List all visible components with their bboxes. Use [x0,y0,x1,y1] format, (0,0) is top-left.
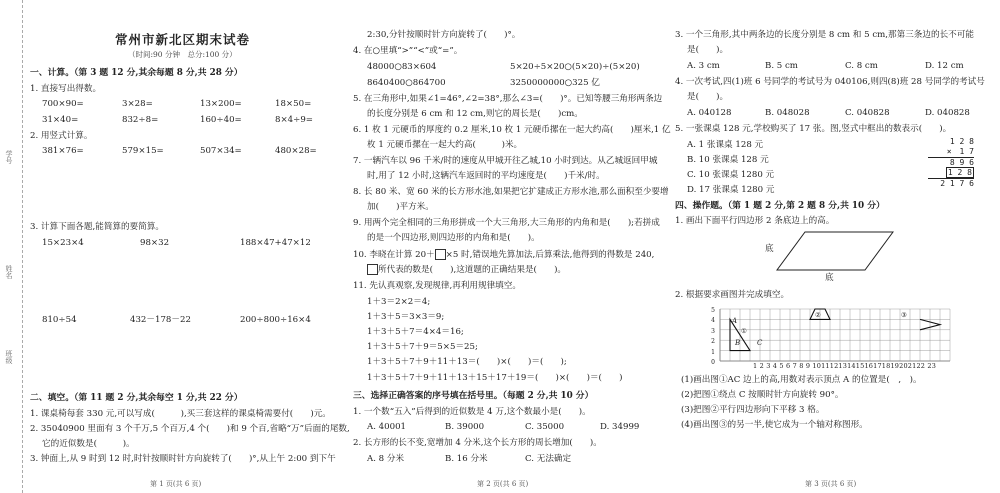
fill-text: ×5 时,错误地先算加法,后算乘法,他得到的得数是 240, [445,250,655,260]
compare-item: 8640400○864700 [367,78,446,88]
question-2: 2. 用竖式计算。 [30,131,93,141]
choice-option: D. 34999 [600,422,640,432]
pattern-line: 1＋3＋5＋7＋9＋11＋13＝( )×( )＝( ); [367,357,567,367]
grid-y-label: 5 [711,307,715,314]
figure-label: ② [815,311,821,319]
choice-text: 是( )。 [687,92,729,102]
choice-option: A. 8 分米 [367,454,405,464]
page-title: 常州市新北区期末试卷 [115,32,251,47]
choice-question-5: 5. 一张课桌 128 元,学校购买了 17 张。图,竖式中框出的数表示( )。 [675,124,952,134]
choice-option: D. 040828 [925,108,970,118]
choice-option: B. 5 cm [765,61,798,71]
question-1: 1. 直接写出得数。 [30,84,102,94]
choice-option: A. 3 cm [687,61,720,71]
choice-option: D. 12 cm [925,61,964,71]
compare-item: 48000○83×604 [367,62,437,72]
grid-y-label: 4 [711,317,715,325]
choice-option: B. 10 张课桌 128 元 [687,155,769,165]
compare-item: 3250000000○325 亿 [510,78,600,88]
fill-question-9: 9. 用两个完全相同的三角形拼成一个大三角形,大三角形的内角和是( );若拼成 [353,218,660,228]
name-label: 姓名 [5,265,13,279]
fill-question-7: 7. 一辆汽车以 96 千米/时的速度从甲城开往乙城,10 小时到达。从乙城返回甲城 [353,156,658,166]
choice-option: A. 40001 [367,422,407,432]
page-footer: 第 3 页(共 6 页) [805,480,857,488]
vert-line: 2 1 7 6 [940,179,974,188]
section-2-heading: 二、填空。（第 11 题 2 分,其余每空 1 分,共 22 分） [30,393,243,403]
grid-y-label: 2 [711,338,715,346]
pattern-line: 1＋3＋5＝3×3＝9; [367,312,445,322]
binding-strip [0,0,23,493]
blank-box [367,264,378,275]
base-label: 底 [765,244,774,254]
pattern-line: 1＋3＋5＋7＝4×4＝16; [367,327,464,337]
compare-item: 5×20÷5×20○(5×20)÷(5×20) [510,62,640,72]
figure-label: ③ [901,311,907,319]
grid-x-labels: 1 2 3 4 5 6 7 8 9 10111213141516171819202122 23 [753,362,937,370]
parallelogram-figure [775,228,905,288]
grid-task-1: (1)画出图①AC 边上的高,用数对表示顶点 A 的位置是( , )。 [681,375,922,385]
student-id-label: 学号 [5,150,13,164]
choice-option: B. 048028 [765,108,810,118]
vertical-calc-item: 507×34= [200,146,242,156]
question-3: 3. 计算下面各题,能简算的要简算。 [30,222,164,232]
vert-line: 1 2 8 [949,137,974,146]
section-3-heading: 三、选择正确答案的序号填在括号里。（每题 2 分,共 10 分） [353,391,594,401]
fill-question-2: 2. 35040900 里面有 3 个千万,5 个百万,4 个( )和 9 个百,省略“万”后面的尾数, [30,424,350,434]
choice-option: A. 1 张课桌 128 元 [687,140,764,150]
calc-item: 700×90= [42,99,84,109]
choice-question-4: 4. 一次考试,四(1)班 6 号同学的考试号为 040106,则四(8)班 28 号同学的考试号 [675,77,985,87]
page-1 [30,0,350,493]
fill-text: 所代表的数是( ),这道题的正确结果是( )。 [378,265,567,275]
choice-option: B. 39000 [445,422,485,432]
class-label: 班级 [5,350,13,364]
figure-label: ① [741,327,747,335]
vertex-label-c: C [757,339,763,347]
simplify-item: 200÷800÷16×4 [240,315,311,325]
operation-question-2: 2. 根据要求画图并完成填空。 [675,290,790,300]
vertical-calc-item: 381×76= [42,146,84,156]
vert-line [928,168,974,179]
vert-line: × 1 7 [928,147,974,158]
vertical-multiplication [928,137,974,189]
fill-text: 的是一个四边形,则四边形的内角和是( )。 [367,233,540,243]
boxed-number: 1 2 8 [947,168,972,177]
choice-option: C. 040828 [845,108,890,118]
choice-option: C. 10 张课桌 1280 元 [687,170,775,180]
grid-y-labels [707,306,715,368]
choice-option: A. 040128 [687,108,732,118]
operation-question-1: 1. 画出下面平行四边形 2 条底边上的高。 [675,216,835,226]
fill-text: 10. 李晓在计算 20＋ [353,250,435,260]
grid-task-4: (4)画出图③的另一半,使它成为一个轴对称图形。 [681,420,868,430]
pattern-line: 1＋3＝2×2＝4; [367,297,431,307]
grid-task-2: (2)把图①绕点 C 按顺时针方向旋转 90°。 [681,390,844,400]
calc-item: 160÷40= [200,115,242,125]
calc-item: 3×28= [122,99,153,109]
pattern-line: 1＋3＋5＋7＋9＋11＋13＋15＋17＋19＝( )×( )＝( ) [367,373,623,383]
base-label: 底 [825,273,834,283]
vertical-calc-item: 579×15= [122,146,164,156]
choice-question-3: 3. 一个三角形,其中两条边的长度分别是 8 cm 和 5 cm,那第三条边的长不可能 [675,30,974,40]
fill-question-3: 3. 钟面上,从 9 时到 12 时,时针按顺时针方向旋转了( )°,从上午 2:00 到下午 [30,454,336,464]
page-3 [675,0,993,493]
fill-text: 的长度分别是 6 cm 和 12 cm,则它的周长是( )cm。 [367,109,583,119]
calc-item: 13×200= [200,99,242,109]
fill-question-11: 11. 先认真观察,发现规律,再利用规律填空。 [353,281,521,291]
choice-option: C. 无法确定 [525,454,572,464]
choice-text: 是( )。 [687,45,729,55]
simplify-item: 15×23×4 [42,238,84,248]
fill-text: 枚 1 元硬币摞在一起大约高( )米。 [367,140,523,150]
section-4-heading: 四、操作题。（第 1 题 2 分,第 2 题 8 分,共 10 分） [675,201,885,211]
vertex-label-b: B [735,339,741,347]
page-subtitle: （时间:90 分钟 总分:100 分） [128,50,237,59]
page-2 [345,0,671,493]
simplify-item: 98×32 [140,238,170,248]
fill-text-line [367,264,566,276]
vertex-label-a: A [732,317,738,325]
calc-item: 18×50= [275,99,312,109]
calc-item: 8×4÷9= [275,115,314,125]
choice-option: C. 8 cm [845,61,878,71]
grid-y-label: 0 [711,359,715,367]
section-1-heading: 一、计算。（第 3 题 12 分,其余每题 8 分,共 28 分） [30,68,243,78]
fill-question-10 [353,249,654,261]
fill-text: 加( )平方米。 [367,202,434,212]
page-footer: 第 2 页(共 6 页) [477,480,529,488]
fill-question-5: 5. 在三角形中,如果∠1=46°,∠2=38°,那么∠3=( )°。已知等腰三角形两条边 [353,94,663,104]
simplify-item: 432－178－22 [130,315,191,325]
choice-question-2: 2. 长方形的长不变,宽增加 4 分米,这个长方形的周长增加( )。 [353,438,602,448]
simplify-item: 188×47+47×12 [240,238,311,248]
fill-text: 2:30,分针按顺时针方向旋转了( )°。 [367,30,521,40]
blank-box [435,249,446,260]
fill-question-8: 8. 长 80 米、宽 60 米的长方形水池,如果把它扩建成正方形水池,那么面积至少要增 [353,187,669,197]
choice-option: B. 16 分米 [445,454,488,464]
coordinate-grid [719,308,951,364]
fill-question-2-cont: 它的近似数是( )。 [42,439,135,449]
vertical-calc-item: 480×28= [275,146,317,156]
calc-item: 832÷8= [122,115,159,125]
page-footer: 第 1 页(共 6 页) [150,480,202,488]
grid-y-label: 3 [711,327,715,335]
simplify-item: 810÷54 [42,315,77,325]
grid-y-label: 1 [711,348,715,356]
calc-item: 31×40= [42,115,79,125]
choice-option: C. 35000 [525,422,565,432]
fill-text: 时,用了 12 小时,这辆汽车返回时的平均速度是( )千米/时。 [367,171,605,181]
choice-option: D. 17 张课桌 1280 元 [687,185,775,195]
fill-question-4: 4. 在○里填“>”“<”或“=”。 [353,46,463,56]
fill-question-6: 6. 1 枚 1 元硬币的厚度约 0.2 厘米,10 枚 1 元硬币摞在一起大约高( )厘米,1 亿 [353,125,671,135]
fill-question-1: 1. 课桌椅每套 330 元,可以写成( ),买三套这样的课桌椅需要付( )元。 [30,409,331,419]
choice-question-1: 1. 一个数“五入”后得到的近似数是 4 万,这个数最小是( )。 [353,407,591,417]
pattern-line: 1＋3＋5＋7＋9＝5×5＝25; [367,342,478,352]
grid-task-3: (3)把图②平行四边形向下平移 3 格。 [681,405,825,415]
vert-line: 8 9 6 [949,158,974,167]
